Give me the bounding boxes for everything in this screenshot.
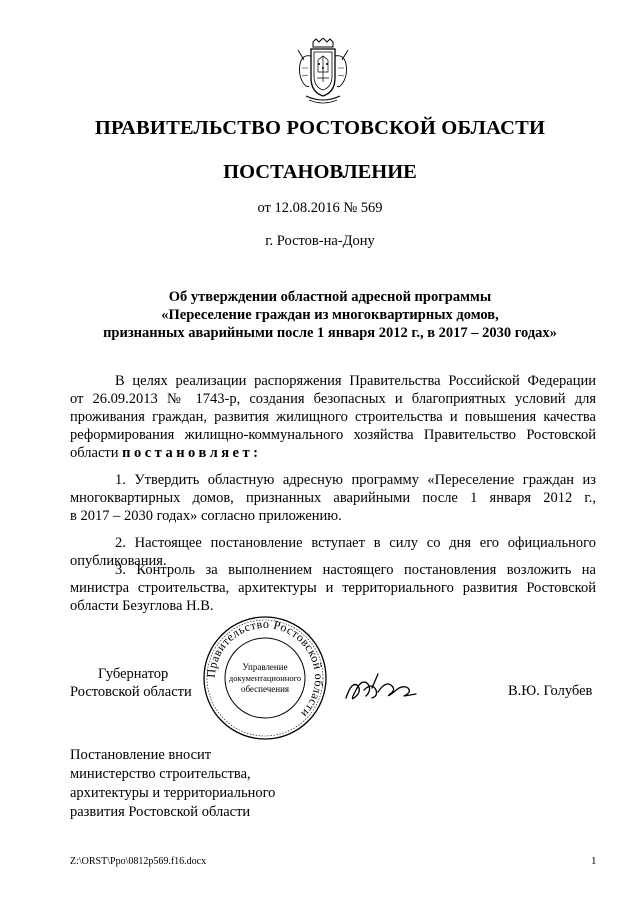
date-and-number: от 12.08.2016 № 569 — [257, 200, 383, 216]
handwritten-signature — [342, 668, 422, 708]
text-line: многоквартирных домов, признанных аварийными после 1 января 2012 г., — [70, 490, 596, 506]
position-line: Ростовской области — [70, 684, 192, 700]
text-line: министра строительства, архитектуры и территориального развития Ростовской — [70, 580, 596, 596]
text-line: 2. Настоящее постановление вступает в силу со дня его официального — [115, 535, 596, 551]
text-line: 1. Утвердить областную адресную программу «Переселение граждан из — [115, 472, 596, 488]
subject-line: Об утверждении областной адресной программы — [168, 289, 492, 305]
text-line: реформирования жилищно-коммунального хозяйства Правительство Ростовской — [70, 427, 596, 443]
text-line: В целях реализации распоряжения Правительства Российской Федерации — [115, 373, 596, 389]
stamp-center-line: обеспечения — [240, 684, 290, 694]
rostov-oblast-coat-of-arms-icon — [296, 38, 350, 106]
contributor-line: Постановление вносит — [70, 747, 212, 763]
item-3-paragraph — [70, 561, 596, 615]
subject-line: «Переселение граждан из многоквартирных домов, — [161, 307, 499, 323]
stamp-ring-text: Правительство Ростовской области — [203, 616, 327, 721]
official-stamp — [200, 613, 330, 743]
text-line — [70, 444, 596, 462]
contributor-line: министерство строительства, — [70, 766, 251, 782]
text-line: опубликования. — [70, 553, 167, 569]
contributor-line: развития Ростовской области — [70, 804, 251, 820]
signer-position — [70, 665, 210, 701]
subject-line: признанных аварийными после 1 января 2012 г., в 2017 – 2030 годах» — [103, 325, 557, 341]
preamble-paragraph — [70, 372, 596, 462]
city: г. Ростов-на-Дону — [265, 233, 375, 249]
signer-name: В.Ю. Голубев — [508, 683, 593, 699]
stamp-center-line: Управление — [242, 662, 288, 672]
contributor-note — [70, 746, 330, 822]
page-number: 1 — [591, 855, 597, 867]
government-title: ПРАВИТЕЛЬСТВО РОСТОВСКОЙ ОБЛАСТИ — [94, 117, 546, 139]
document-type: ПОСТАНОВЛЕНИЕ — [223, 161, 417, 183]
subject-heading — [60, 288, 600, 342]
text-line: от 26.09.2013 № 1743-р, создания безопасных и благоприятных условий для — [70, 391, 596, 407]
position-line: Губернатор — [98, 666, 169, 682]
stamp-center-line: документационного — [228, 673, 302, 683]
text-line: в 2017 – 2030 годах» согласно приложению. — [70, 508, 342, 524]
text-line: проживания граждан, развития жилищного строительства и повышения качества — [70, 409, 596, 425]
item-1-paragraph — [70, 471, 596, 525]
text-line: 3. Контроль за выполнением настоящего постановления возложить на — [115, 562, 596, 578]
text-line: области Безуглова Н.В. — [70, 598, 214, 614]
contributor-line: архитектуры и территориального — [70, 785, 276, 801]
file-path: Z:\ORST\Ppo\0812p569.f16.docx — [70, 856, 207, 867]
decree-word: постановляет: — [122, 445, 262, 461]
text-line-prefix: области — [70, 445, 119, 461]
